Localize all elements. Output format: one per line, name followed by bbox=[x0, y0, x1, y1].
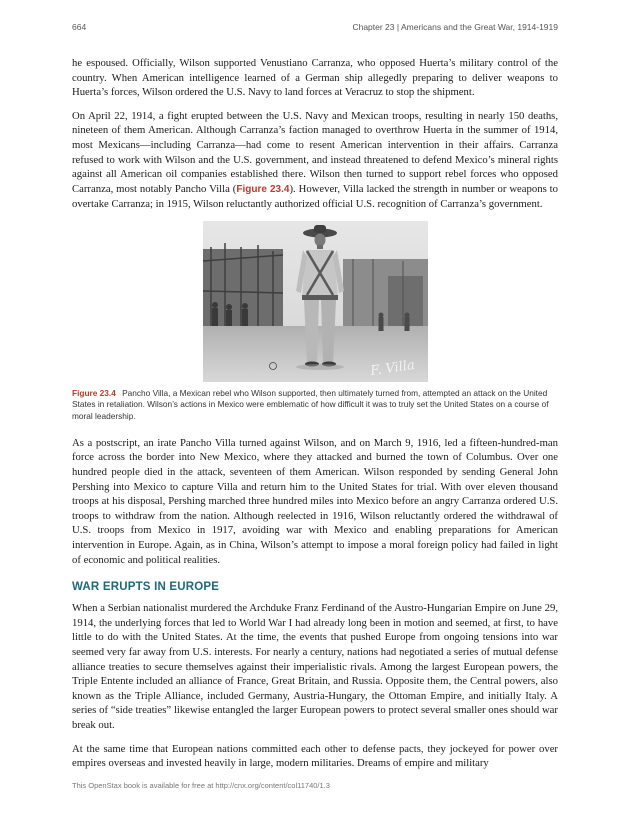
paragraph-5: At the same time that European nations committed each other to defense pacts, they jockeyed for power over empires overseas and invested heavily in large, modern militaries. Dreams of empire and military bbox=[72, 742, 558, 770]
photo-signature: F. Villa bbox=[368, 357, 416, 379]
figure-caption-text: Pancho Villa, a Mexican rebel who Wilson supported, then ultimately turned from, attempted an attack on the United States in retaliation. Wilson’s actions in Mexico were emblematic of how difficult it was to truly set the United States on a course of moral leadership. bbox=[72, 387, 549, 421]
section-heading: WAR ERUPTS IN EUROPE bbox=[72, 581, 220, 594]
page-footer: This OpenStax book is available for free at http://cnx.org/content/col11740/1.3 bbox=[72, 781, 330, 790]
paragraph-3: As a postscript, an irate Pancho Villa turned against Wilson, and on March 9, 1916, led a fifteen-hundred-man force across the border into New Mexico, where they attacked and burned the town of Columbus. Over one hundred people died in the attack, seventeen of them American. Wilson responded by sending General John Pershing into Mexico to capture Villa and return him to the United States for trial. With over eleven thousand troops at his disposal, Pershing marched three hundred miles into Mexico before an angry Carranza ordered U.S. troops to withdraw from the nation. Although reelected in 1916, Wilson reluctantly ordered the withdrawal of U.S. troops from Mexico in 1917, avoiding war with Mexico and enabling preparations for American intervention in Europe. Again, as in China, Wilson’s attempt to impose a moral foreign policy had failed in light of economic and political realities. bbox=[72, 436, 558, 566]
paragraph-2 bbox=[72, 109, 558, 212]
figure-label: Figure 23.4 bbox=[72, 387, 116, 398]
figure-caption bbox=[72, 388, 558, 422]
main-content bbox=[72, 56, 558, 780]
pancho-villa-photo bbox=[203, 221, 428, 382]
photo-illustration bbox=[203, 221, 428, 382]
paragraph-1: he espoused. Officially, Wilson supported Venustiano Carranza, who opposed Huerta’s military control of the country. When American intelligence learned of a German ship allegedly preparing to deliver weapons to Huerta’s forces, Wilson ordered the U.S. Navy to land forces at Veracruz to stop the shipment. bbox=[72, 57, 558, 99]
figure-reference-link[interactable]: Figure 23.4 bbox=[236, 183, 290, 195]
page-header bbox=[72, 22, 558, 32]
chapter-title: Chapter 23 | Americans and the Great War, 1914-1919 bbox=[352, 22, 558, 32]
page-number: 664 bbox=[72, 22, 87, 32]
paragraph-2-text-b: ). However, Villa lacked the strength in number or weapons to overtake Carranza; in 1915, Wilson reluctantly authorized official U.S. recognition of Carranza’s government. bbox=[72, 182, 558, 211]
paragraph-4: When a Serbian nationalist murdered the Archduke Franz Ferdinand of the Austro-Hungarian Empire on June 29, 1914, the underlying forces that led to World War I had already long been in motion and seemed, at first, to have little to do with the United States. At the time, the events that pushed Europe from ongoing tensions into war seemed very far away from U.S. interests. For nearly a century, nations had negotiated a series of mutual defense alliance treaties to secure themselves against their imperialistic rivals. Among the largest European powers, the Triple Entente included an alliance of France, Great Britain, and Russia. Opposite them, the Central powers, also known as the Triple Alliance, included Germany, Austria-Hungary, the Ottoman Empire, and initially Italy. A series of “side treaties” likewise entangled the larger European powers to protect several smaller ones should war break out. bbox=[72, 602, 558, 731]
paragraph-2-text-a: On April 22, 1914, a fight erupted between the U.S. Navy and Mexican troops, resulting in nearly 150 deaths, nineteen of them American. Although Carranza’s faction managed to overthrow Huerta in the summer of 1914, most Mexicans—including Carranza—had come to resent American intervention in their affairs. Carranza refused to work with Wilson and the U.S. government, and instead threatened to defend Mexico’s mineral rights against all American oil companies established there. Wilson then turned to support rebel forces who opposed Carranza, most notably Pancho Villa ( bbox=[72, 109, 558, 195]
